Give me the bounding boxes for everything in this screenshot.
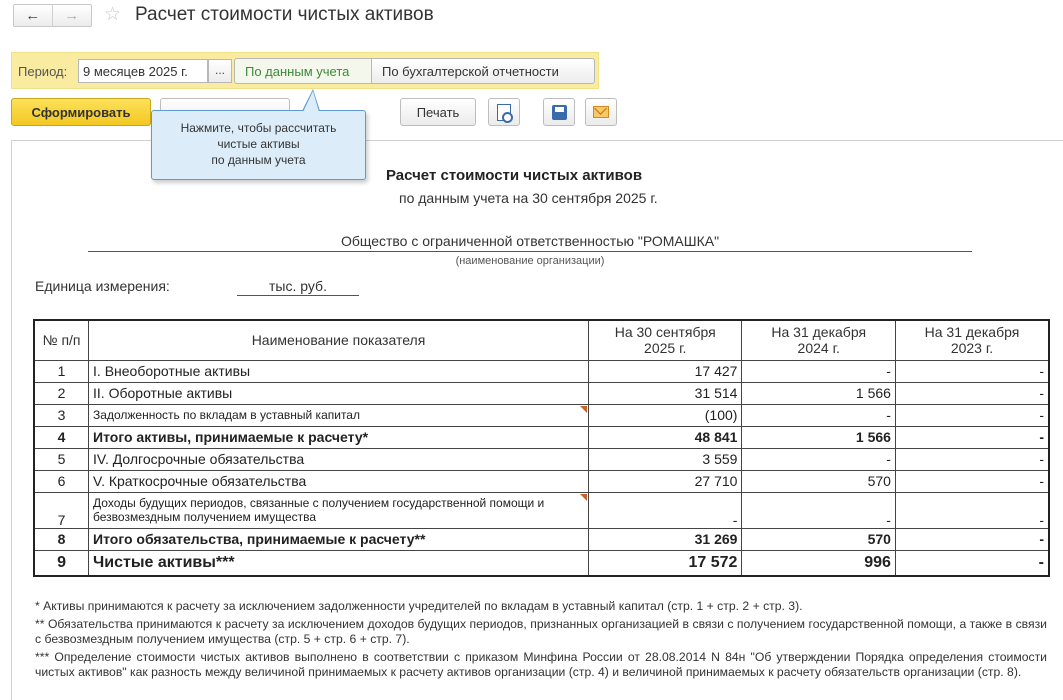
unit-value: тыс. руб.: [237, 278, 359, 296]
period-input[interactable]: 9 месяцев 2025 г.: [78, 59, 208, 83]
tooltip-line: по данным учета: [211, 153, 306, 167]
report-subtitle: по данным учета на 30 сентября 2025 г.: [399, 190, 658, 206]
header-name: Наименование показателя: [89, 320, 589, 360]
save-icon: [552, 105, 567, 120]
mode-accounting-data[interactable]: По данным учета: [234, 58, 372, 84]
comment-marker-icon[interactable]: [580, 406, 587, 413]
organization-note: (наименование организации): [455, 255, 605, 267]
footnote: *** Определение стоимости чистых активов выполнено в соответствии с приказом Минфина России от 28.08.2014 N 84н "Об утверждении Порядка определения стоимости чистых активов" как разность между величиной принимаемых к расчету активов организации (стр. 4) и величиной принимаемых к расчету обязательств организации (стр. 8).: [35, 650, 1047, 679]
star-icon[interactable]: ☆: [104, 4, 122, 25]
save-button[interactable]: [543, 98, 575, 126]
preview-button[interactable]: [488, 98, 520, 126]
table-row: 4 Итого активы, принимаемые к расчету* 48 841 1 566 -: [34, 426, 1049, 448]
table-row: 1 I. Внеоборотные активы 17 427 - -: [34, 360, 1049, 382]
unit-label: Единица измерения:: [35, 278, 170, 294]
report-settings-panel: [11, 52, 599, 89]
comment-marker-icon[interactable]: [580, 494, 587, 501]
table-header-row: [34, 320, 1049, 360]
table-row: 2 II. Оборотные активы 31 514 1 566 -: [34, 382, 1049, 404]
report-title: Расчет стоимости чистых активов: [386, 167, 643, 184]
report-document: [11, 140, 1063, 700]
header-col3: На 31 декабря 2023 г.: [895, 320, 1049, 360]
footnote: ** Обязательства принимаются к расчету за исключением доходов будущих периодов, признанных организацией в связи с получением государственной помощи, а также в связи с безвозмездным получением имущества (стр. 5 + стр. 6 + стр. 7).: [35, 617, 1047, 646]
organization-name: Общество с ограниченной ответственностью "РОМАШКА": [88, 233, 972, 252]
footnote: * Активы принимаются к расчету за исключением задолженности учредителей по вкладам в уставный капитал (стр. 1 + стр. 2 + стр. 3).: [35, 599, 803, 613]
nav-buttons: [13, 4, 92, 27]
period-label: Период:: [18, 64, 68, 79]
mode-financial-statements[interactable]: По бухгалтерской отчетности: [371, 58, 595, 84]
table-row: 9 Чистые активы*** 17 572 996 -: [34, 550, 1049, 576]
tooltip-line: Нажмите, чтобы рассчитать: [180, 121, 337, 135]
table-row: 3 Задолженность по вкладам в уставный капитал (100) - -: [34, 404, 1049, 426]
table-row: 8 Итого обязательства, принимаемые к расчету** 31 269 570 -: [34, 528, 1049, 550]
tooltip-balloon: [151, 110, 366, 180]
header-col1: На 30 сентября 2025 г.: [588, 320, 742, 360]
mail-icon: [593, 106, 609, 118]
period-select-button[interactable]: ...: [208, 59, 232, 83]
table-row: 5 IV. Долгосрочные обязательства 3 559 - -: [34, 448, 1049, 470]
print-button[interactable]: Печать: [400, 98, 476, 126]
send-email-button[interactable]: [585, 98, 617, 126]
table-row: 7 Доходы будущих периодов, связанные с получением государственной помощи и безвозмездным получением имущества - - -: [34, 492, 1049, 528]
table-row: 6 V. Краткосрочные обязательства 27 710 570 -: [34, 470, 1049, 492]
generate-button[interactable]: Сформировать: [11, 98, 151, 126]
page-title: Расчет стоимости чистых активов: [135, 4, 434, 25]
title-bar: [0, 0, 1063, 34]
arrow-left-icon[interactable]: ←: [14, 5, 53, 26]
header-num: № п/п: [34, 320, 89, 360]
net-assets-table: [33, 319, 1050, 577]
header-col2: На 31 декабря 2024 г.: [742, 320, 896, 360]
arrow-right-icon[interactable]: →: [64, 7, 80, 24]
tooltip-line: чистые активы: [217, 137, 300, 151]
footnotes: [35, 599, 1047, 683]
preview-icon: [497, 104, 511, 121]
